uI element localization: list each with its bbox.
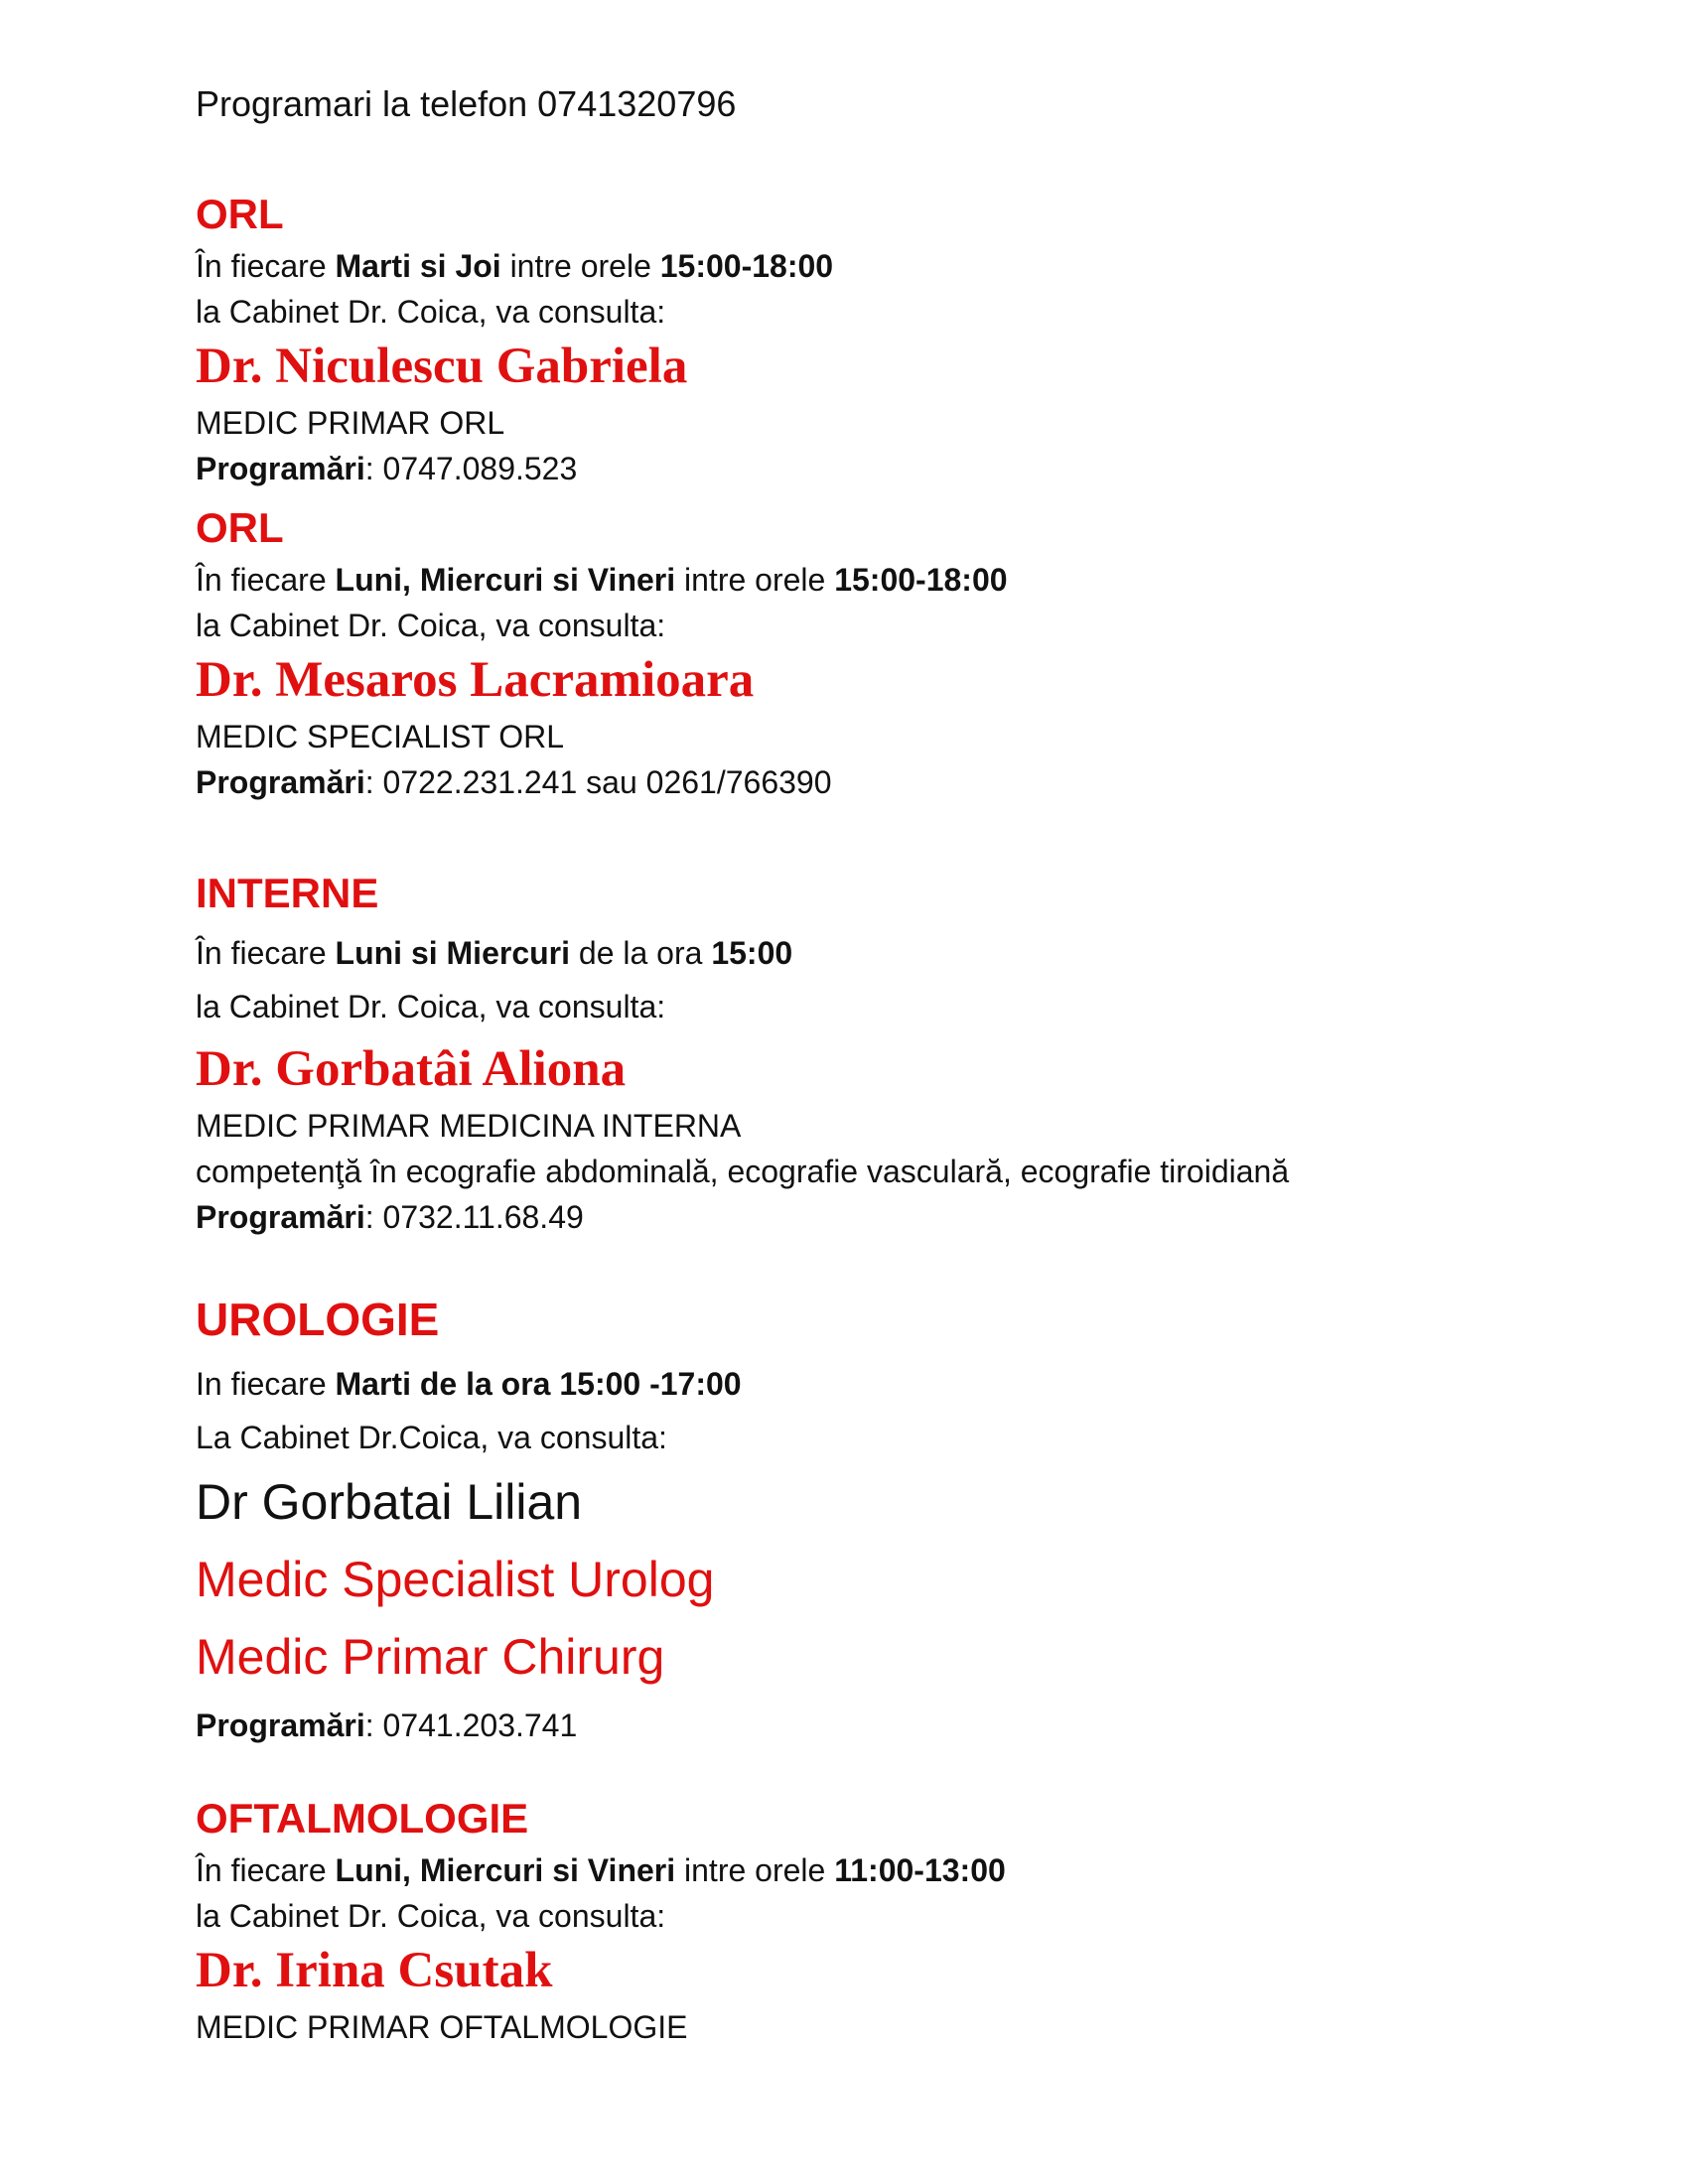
appointment-phone: : 0747.089.523 — [364, 451, 578, 486]
appointment-label: Programări — [196, 451, 365, 486]
schedule-days-hours: Marti de la ora 15:00 -17:00 — [335, 1366, 742, 1402]
section-heading-interne: INTERNE — [196, 870, 379, 916]
schedule-hours: 15:00 — [711, 935, 793, 971]
doctor-title: MEDIC SPECIALIST ORL — [196, 719, 565, 754]
doctor-title-line-1: Medic Specialist Urolog — [196, 1552, 715, 1607]
location-line: la Cabinet Dr. Coica, va consulta: — [196, 608, 666, 643]
location-line: la Cabinet Dr. Coica, va consulta: — [196, 294, 666, 330]
schedule-days: Marti si Joi — [335, 248, 501, 284]
appointment-line — [196, 764, 832, 801]
schedule-days: Luni si Miercuri — [335, 935, 570, 971]
appointment-label: Programări — [196, 1707, 365, 1743]
appointment-label: Programări — [196, 1199, 365, 1235]
schedule-prefix: In fiecare — [196, 1366, 336, 1402]
section-heading-urologie: UROLOGIE — [196, 1294, 440, 1345]
appointment-phone: : 0722.231.241 sau 0261/766390 — [364, 764, 832, 800]
schedule-mid: de la ora — [570, 935, 712, 971]
schedule-days: Luni, Miercuri si Vineri — [335, 1852, 676, 1888]
section-heading-orl-1: ORL — [196, 191, 284, 237]
appointment-phone: : 0732.11.68.49 — [364, 1199, 584, 1235]
schedule-days: Luni, Miercuri si Vineri — [335, 562, 676, 598]
schedule-mid: intre orele — [675, 1852, 835, 1888]
doctor-name: Dr. Gorbatâi Aliona — [196, 1041, 627, 1097]
schedule-hours: 15:00-18:00 — [834, 562, 1008, 598]
appointment-label: Programări — [196, 764, 365, 800]
doctor-name: Dr. Niculescu Gabriela — [196, 339, 688, 394]
appointment-line — [196, 1707, 577, 1744]
appointment-line — [196, 1199, 584, 1236]
schedule-line — [196, 1366, 742, 1403]
schedule-line — [196, 1852, 1006, 1889]
location-line: la Cabinet Dr. Coica, va consulta: — [196, 989, 666, 1024]
section-heading-oftalmologie: OFTALMOLOGIE — [196, 1795, 529, 1842]
appointment-phone-header: Programari la telefon 0741320796 — [196, 83, 737, 124]
schedule-hours: 11:00-13:00 — [834, 1852, 1006, 1888]
doctor-name: Dr. Mesaros Lacramioara — [196, 652, 755, 708]
doctor-title: MEDIC PRIMAR MEDICINA INTERNA — [196, 1108, 742, 1144]
schedule-line — [196, 562, 1008, 599]
section-heading-orl-2: ORL — [196, 504, 284, 551]
doctor-name: Dr Gorbatai Lilian — [196, 1474, 583, 1530]
schedule-prefix: În fiecare — [196, 562, 336, 598]
appointment-phone: : 0741.203.741 — [364, 1707, 578, 1743]
schedule-line — [196, 248, 833, 285]
location-line: La Cabinet Dr.Coica, va consulta: — [196, 1420, 667, 1455]
location-line: la Cabinet Dr. Coica, va consulta: — [196, 1898, 666, 1934]
doctor-title: MEDIC PRIMAR OFTALMOLOGIE — [196, 2009, 688, 2045]
schedule-hours: 15:00-18:00 — [659, 248, 834, 284]
appointment-line — [196, 451, 577, 487]
doctor-name: Dr. Irina Csutak — [196, 1943, 553, 1998]
schedule-mid: intre orele — [500, 248, 660, 284]
schedule-prefix: În fiecare — [196, 1852, 336, 1888]
schedule-mid: intre orele — [675, 562, 835, 598]
doctor-title: MEDIC PRIMAR ORL — [196, 405, 505, 441]
doctor-competence: competenţă în ecografie abdominală, ecografie vasculară, ecografie tiroidiană — [196, 1154, 1290, 1189]
schedule-line — [196, 935, 792, 972]
doctor-title-line-2: Medic Primar Chirurg — [196, 1629, 665, 1685]
schedule-prefix: În fiecare — [196, 935, 336, 971]
schedule-prefix: În fiecare — [196, 248, 336, 284]
